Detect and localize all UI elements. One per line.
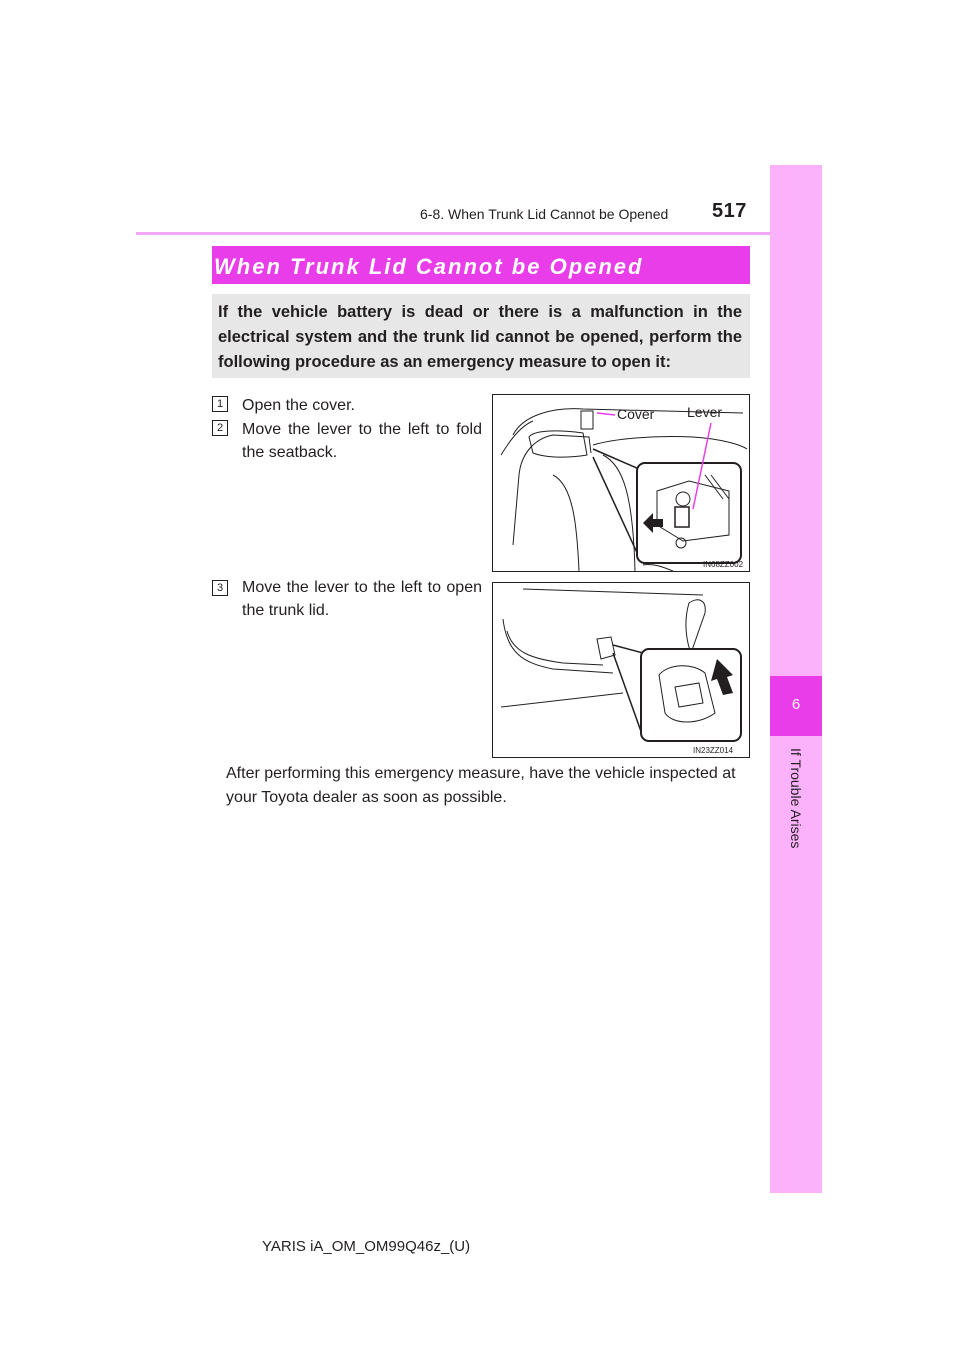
chapter-title-text: If Trouble Arises bbox=[788, 748, 804, 849]
step-number-3: 3 bbox=[212, 580, 228, 596]
running-header-section: 6-8. When Trunk Lid Cannot be Opened bbox=[420, 206, 669, 222]
figure-trunk-lever bbox=[492, 582, 750, 758]
detail-inset-2 bbox=[641, 649, 741, 741]
after-note: After performing this emergency measure, have the vehicle inspected at your Toyota dealer as soon as possible. bbox=[226, 765, 736, 806]
step-number-2: 2 bbox=[212, 420, 228, 436]
figure-seatback-lever bbox=[492, 394, 750, 572]
cover-leader-line bbox=[597, 413, 615, 415]
seatback-illustration bbox=[493, 395, 749, 571]
trunk-hinge bbox=[686, 600, 705, 653]
step-text-3: Move the lever to the left to open the trunk lid. bbox=[242, 579, 482, 619]
trunk-edge-line bbox=[523, 589, 703, 595]
section-title: When Trunk Lid Cannot be Opened bbox=[214, 254, 644, 279]
step-text-2: Move the lever to the left to fold the seatback. bbox=[242, 421, 482, 461]
trunk-bottom-line bbox=[501, 693, 623, 707]
label-cover: Cover bbox=[617, 406, 655, 422]
seat-contour-2 bbox=[553, 475, 579, 571]
intro-text: If the vehicle battery is dead or there is a malfunction in the electrical system and the trunk lid cannot be opened, perform the following procedure as an emergency measure to open it: bbox=[218, 303, 742, 371]
step-text-1: Open the cover. bbox=[242, 397, 355, 414]
seatback-outline bbox=[513, 435, 591, 545]
callout-line-bottom bbox=[593, 457, 639, 557]
figure-code-2: IN23ZZ014 bbox=[693, 746, 734, 755]
lever-housing bbox=[597, 637, 615, 659]
chapter-title-vertical bbox=[765, 748, 827, 868]
floor-line bbox=[643, 564, 673, 571]
trunk-illustration bbox=[493, 583, 749, 757]
page-number: 517 bbox=[712, 200, 747, 222]
trunk-floor-curve-2 bbox=[507, 631, 603, 665]
step-number-1: 1 bbox=[212, 396, 228, 412]
lever-handle bbox=[675, 507, 689, 527]
callout-line-bottom-2 bbox=[613, 653, 643, 737]
header-rule bbox=[136, 232, 822, 235]
callout-line-top-2 bbox=[613, 645, 643, 653]
footer-model-code: YARIS iA_OM_OM99Q46z_(U) bbox=[262, 1238, 471, 1255]
figure-code-1: IN68ZZ002 bbox=[703, 560, 744, 569]
chapter-number: 6 bbox=[791, 696, 801, 713]
label-lever: Lever bbox=[687, 404, 723, 420]
seat-top-line bbox=[593, 436, 747, 449]
cover-tab bbox=[581, 411, 593, 429]
